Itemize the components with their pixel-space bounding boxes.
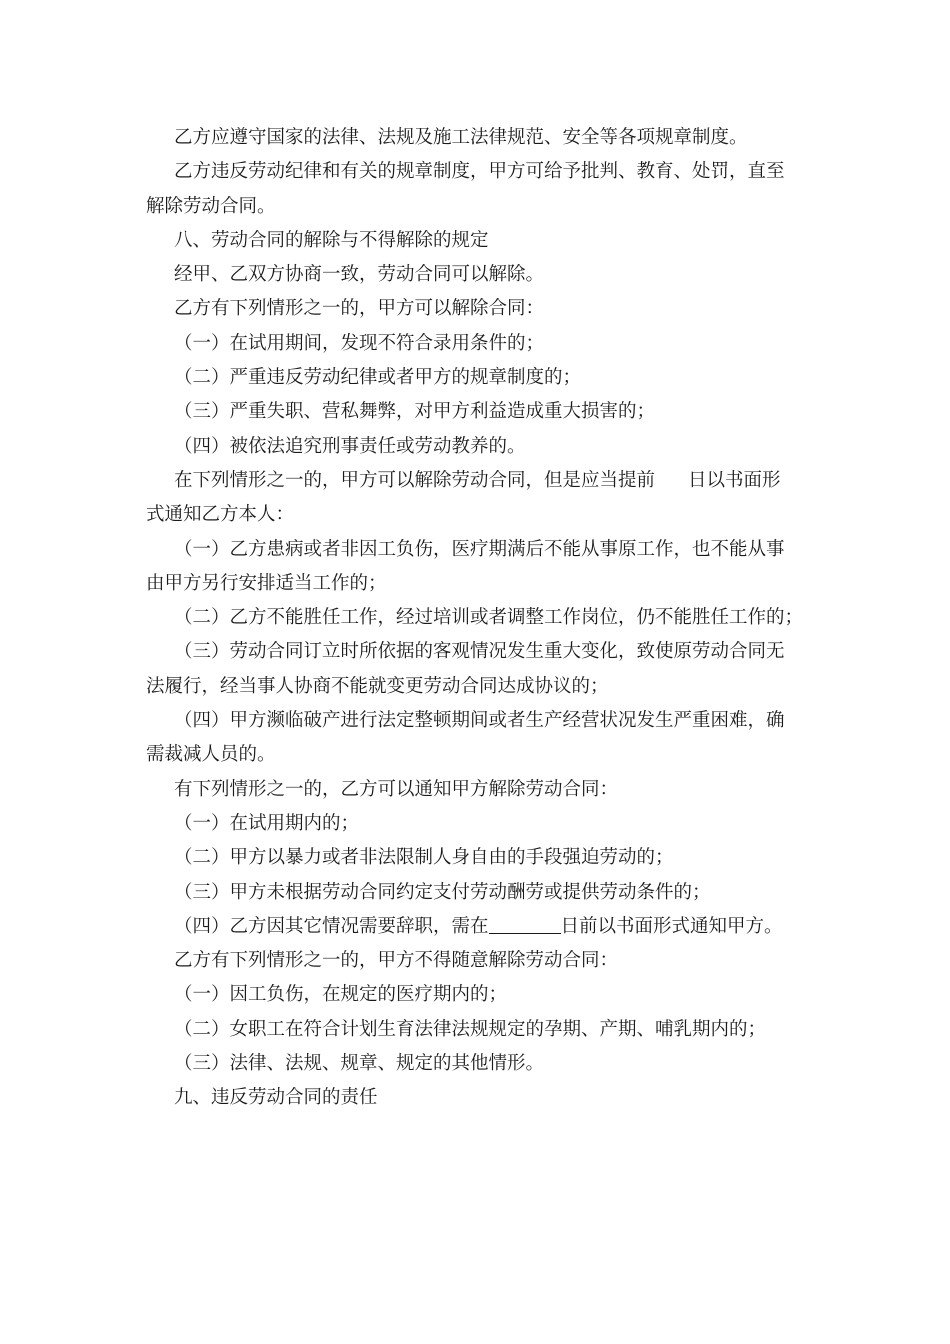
list-item: （二）女职工在符合计划生育法律法规规定的孕期、产期、哺乳期内的； xyxy=(174,1018,767,1040)
list-item-continuation: 需裁减人员的。 xyxy=(146,744,276,766)
paragraph-continuation: 解除劳动合同。 xyxy=(146,195,276,217)
list-item: （二）严重违反劳动纪律或者甲方的规章制度的； xyxy=(174,367,582,389)
section-heading: 八、劳动合同的解除与不得解除的规定 xyxy=(174,229,489,251)
list-item: （三）劳动合同订立时所依据的客观情况发生重大变化，致使原劳动合同无 xyxy=(174,641,785,663)
list-item: （四）甲方濒临破产进行法定整顿期间或者生产经营状况发生严重困难，确 xyxy=(174,710,785,732)
text-segment: 在下列情形之一的，甲方可以解除劳动合同，但是应当提前 xyxy=(174,469,656,491)
paragraph: 乙方有下列情形之一的，甲方不得随意解除劳动合同： xyxy=(174,950,619,972)
fill-in-blank[interactable] xyxy=(489,917,561,934)
list-item: （四）被依法追究刑事责任或劳动教养的。 xyxy=(174,435,526,457)
paragraph xyxy=(146,464,810,498)
text-segment: 日前以书面形式通知甲方。 xyxy=(560,915,783,937)
paragraph: 乙方有下列情形之一的，甲方可以解除合同： xyxy=(174,298,545,320)
list-item-continuation: 由甲方另行安排适当工作的； xyxy=(146,572,387,594)
section-heading: 九、违反劳动合同的责任 xyxy=(174,1087,378,1109)
list-item: （三）甲方未根据劳动合同约定支付劳动酬劳或提供劳动条件的； xyxy=(174,881,711,903)
document-page xyxy=(146,121,810,1116)
list-item: （一）在试用期间，发现不符合录用条件的； xyxy=(174,332,545,354)
list-item: （一）在试用期内的； xyxy=(174,812,360,834)
text-segment: （四）乙方因其它情况需要辞职，需在 xyxy=(174,915,489,937)
paragraph: 乙方违反劳动纪律和有关的规章制度，甲方可给予批判、教育、处罚，直至 xyxy=(174,161,785,183)
list-item: （三）严重失职、营私舞弊，对甲方利益造成重大损害的； xyxy=(174,401,656,423)
paragraph-continuation: 式通知乙方本人： xyxy=(146,504,295,526)
list-item: （二）甲方以暴力或者非法限制人身自由的手段强迫劳动的； xyxy=(174,847,674,869)
list-item: （三）法律、法规、规章、规定的其他情形。 xyxy=(174,1053,545,1075)
paragraph: 乙方应遵守国家的法律、法规及施工法律规范、安全等各项规章制度。 xyxy=(174,127,748,148)
list-item: （一）因工负伤，在规定的医疗期内的； xyxy=(174,984,508,1006)
list-item xyxy=(146,910,810,944)
list-item: （二）乙方不能胜任工作，经过培训或者调整工作岗位，仍不能胜任工作的； xyxy=(174,607,804,629)
list-item: （一）乙方患病或者非因工负伤，医疗期满后不能从事原工作，也不能从事 xyxy=(174,538,785,560)
list-item-continuation: 法履行，经当事人协商不能就变更劳动合同达成协议的； xyxy=(146,675,609,697)
paragraph: 有下列情形之一的，乙方可以通知甲方解除劳动合同： xyxy=(174,778,619,800)
text-segment: 日以书面形 xyxy=(688,469,781,491)
paragraph: 经甲、乙双方协商一致，劳动合同可以解除。 xyxy=(174,264,545,286)
